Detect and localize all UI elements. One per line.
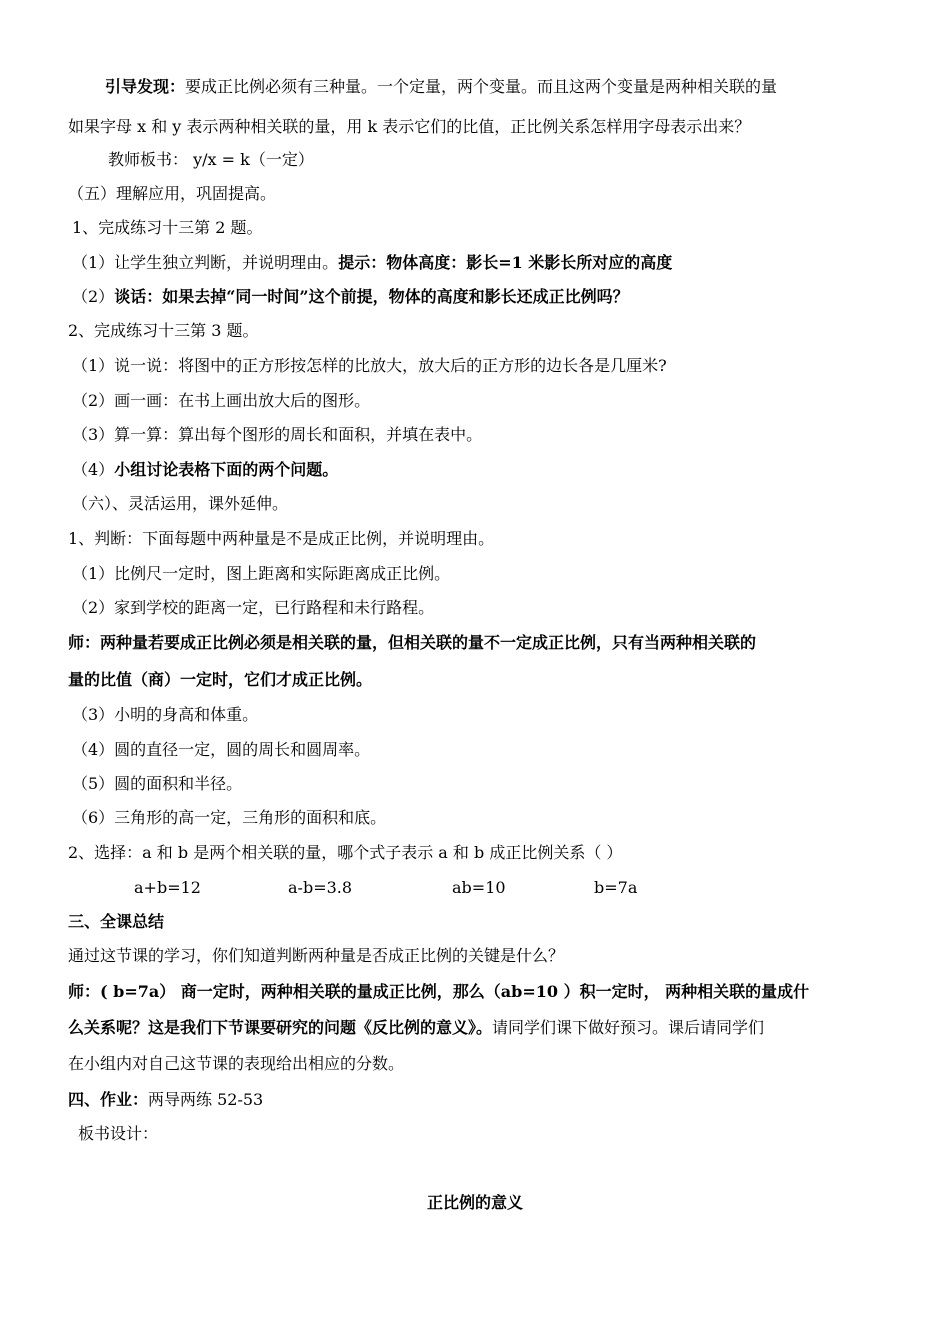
section-three-heading: 三、全课总结 <box>68 912 165 931</box>
exercise-2-heading: 2、完成练习十三第 3 题。 <box>68 321 259 340</box>
hint-text: 提示：物体高度：影长=1 米影长所对应的高度 <box>338 253 673 272</box>
judge-item-1: （1）比例尺一定时，图上距离和实际距离成正比例。 <box>72 564 451 583</box>
guided-discovery-label: 引导发现： <box>105 77 186 96</box>
group-discussion-text: 小组讨论表格下面的两个问题。 <box>114 460 339 479</box>
item-number: （4） <box>72 460 115 479</box>
judge-item-4: （4）圆的直径一定，圆的周长和圆周率。 <box>72 740 371 759</box>
summary-note-line-1: 师：( b=7a） 商一定时，两种相关联的量成正比例，那么（ab=10 ）积一定时， 两种相关联的量成什 <box>68 982 810 1001</box>
teacher-board-formula: 教师板书： y/x = k（一定） <box>108 150 314 169</box>
judge-item-2: （2）家到学校的距离一定，已行路程和未行路程。 <box>72 598 435 617</box>
exercise-2-item-1: （1）说一说：将图中的正方形按怎样的比放大，放大后的正方形的边长各是几厘米? <box>72 356 667 375</box>
choice-options <box>0 878 950 900</box>
item-number: （2） <box>72 287 115 306</box>
choice-question: 2、选择：a 和 b 是两个相关联的量，哪个式子表示 a 和 b 成正比例关系（ ） <box>68 843 623 862</box>
judge-item-6: （6）三角形的高一定，三角形的面积和底。 <box>72 808 387 827</box>
homework-label: 四、作业： <box>68 1090 149 1109</box>
preview-text: 请同学们课下做好预习。课后请同学们 <box>492 1018 765 1037</box>
homework-line <box>68 1090 888 1112</box>
guided-discovery-text: 要成正比例必须有三种量。一个定量，两个变量。而且这两个变量是两种相关联的量 <box>185 77 778 96</box>
exercise-2-item-4 <box>72 460 888 482</box>
paragraph-letter-question: 如果字母 x 和 y 表示两种相关联的量，用 k 表示它们的比值，正比例关系怎样用字母表示出来？ <box>68 117 751 136</box>
exercise-2-item-3: （3）算一算：算出每个图形的周长和面积，并填在表中。 <box>72 425 483 444</box>
exercise-1-item-1 <box>72 253 888 275</box>
board-title: 正比例的意义 <box>426 1193 523 1212</box>
discussion-text: 谈话：如果去掉“同一时间”这个前提，物体的高度和影长还成正比例吗？ <box>114 287 629 306</box>
next-lesson-text: 么关系呢？这是我们下节课要研究的问题《反比例的意义》。 <box>68 1018 493 1037</box>
summary-question: 通过这节课的学习，你们知道判断两种量是否成正比例的关键是什么？ <box>68 946 565 965</box>
option-b: a-b=3.8 <box>288 878 353 897</box>
board-design-label: 板书设计： <box>78 1124 159 1143</box>
summary-note-line-3: 在小组内对自己这节课的表现给出相应的分数。 <box>68 1054 405 1073</box>
option-a: a+b=12 <box>134 878 201 897</box>
item-text: （1）让学生独立判断，并说明理由。 <box>72 253 339 272</box>
paragraph-guided-discovery <box>105 77 888 99</box>
option-c: ab=10 <box>452 878 506 897</box>
judge-heading: 1、判断：下面每题中两种量是不是成正比例，并说明理由。 <box>68 529 495 548</box>
summary-note-line-2 <box>68 1018 888 1040</box>
teacher-note-line-2: 量的比值（商）一定时，它们才成正比例。 <box>68 670 373 689</box>
section-five-heading: （五）理解应用，巩固提高。 <box>68 184 277 203</box>
section-six-heading: （六）、灵活运用，课外延伸。 <box>72 494 289 513</box>
homework-text: 两导两练 52-53 <box>148 1090 264 1109</box>
judge-item-5: （5）圆的面积和半径。 <box>72 774 243 793</box>
exercise-2-item-2: （2）画一画：在书上画出放大后的图形。 <box>72 391 371 410</box>
teacher-note-line-1: 师：两种量若要成正比例必须是相关联的量，但相关联的量不一定成正比例，只有当两种相关联的 <box>68 633 757 652</box>
exercise-1-heading: 1、完成练习十三第 2 题。 <box>72 218 263 237</box>
judge-item-3: （3）小明的身高和体重。 <box>72 705 259 724</box>
option-d: b=7a <box>594 878 638 897</box>
exercise-1-item-2 <box>72 287 888 309</box>
